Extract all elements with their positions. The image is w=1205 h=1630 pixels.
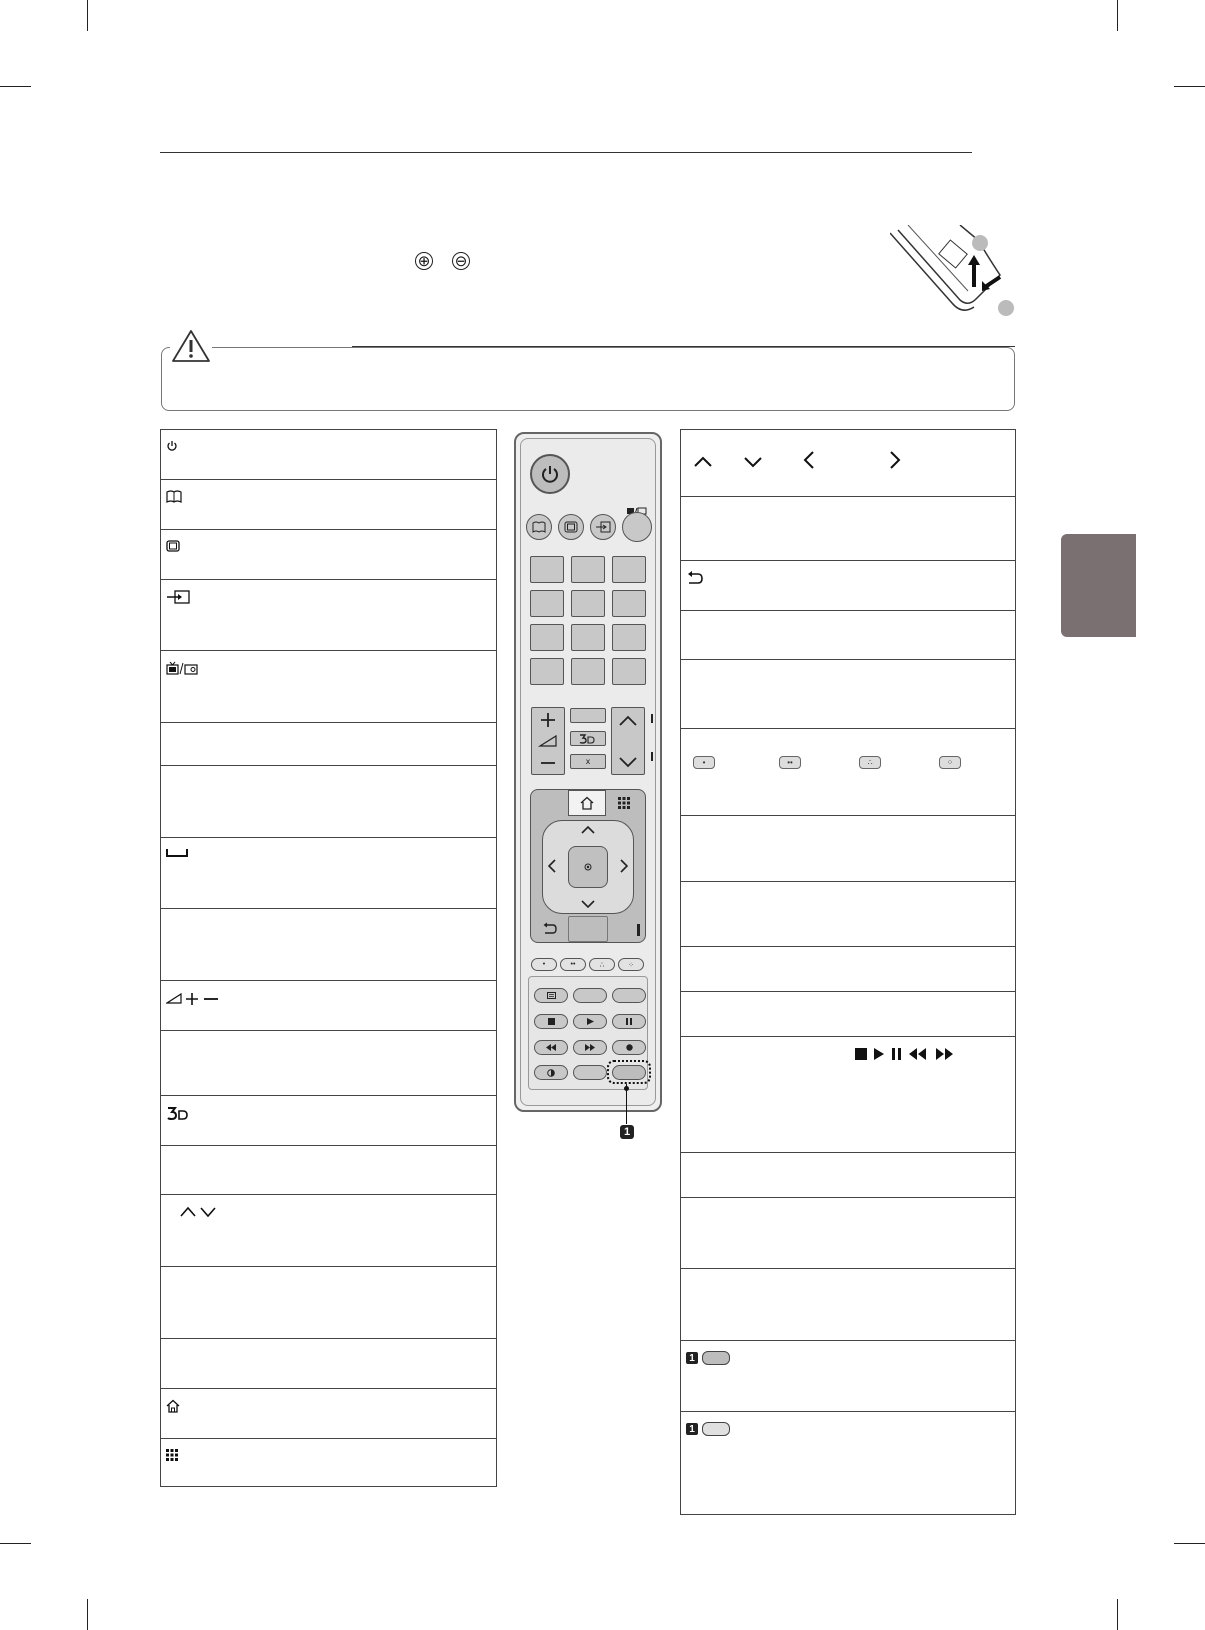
section-tab — [1061, 534, 1136, 637]
manual-book-icon — [166, 490, 182, 503]
number-key-6[interactable] — [612, 590, 646, 617]
remote-home-button[interactable] — [568, 790, 606, 816]
crop-mark — [0, 86, 31, 87]
right-button-table — [680, 429, 1016, 1515]
home-icon — [166, 1399, 180, 1413]
warning-triangle-icon — [170, 327, 212, 365]
color-buttons-icon — [693, 756, 961, 769]
number-key-2[interactable] — [571, 556, 605, 583]
table-row — [681, 660, 1015, 729]
table-row — [681, 992, 1015, 1037]
fast-forward-button[interactable] — [573, 1040, 607, 1055]
blue-button[interactable]: ⁘ — [618, 958, 644, 971]
table-row — [161, 480, 496, 530]
table-row — [161, 1389, 496, 1439]
table-row — [161, 1267, 496, 1339]
remote-input-button[interactable] — [590, 514, 616, 540]
volume-plus-minus-icon — [166, 991, 222, 1007]
table-row — [161, 1146, 496, 1195]
ratio-icon — [166, 540, 180, 552]
callout-badge: 1 — [686, 1352, 698, 1364]
table-row — [161, 1439, 496, 1488]
number-key-4[interactable] — [530, 590, 564, 617]
program-rocker[interactable] — [611, 707, 645, 775]
remote-manual-button[interactable] — [526, 514, 552, 540]
pause-button[interactable] — [612, 1014, 646, 1029]
remote-tv-radio-button[interactable] — [622, 512, 652, 542]
number-key-7[interactable] — [530, 624, 564, 651]
table-row — [681, 729, 1015, 816]
caution-box — [161, 347, 1015, 411]
number-key-0[interactable] — [571, 658, 605, 685]
tv-radio-icon — [166, 661, 198, 675]
number-key-8[interactable] — [571, 624, 605, 651]
red-button[interactable]: • — [531, 958, 557, 971]
crop-mark — [1174, 86, 1205, 87]
table-row — [681, 1198, 1015, 1269]
plus-polarity-icon: ⊕ — [415, 252, 433, 270]
record-button[interactable] — [612, 1040, 646, 1055]
list-key[interactable] — [530, 658, 564, 685]
battery-cover-illustration — [890, 225, 1015, 320]
table-row — [161, 838, 496, 909]
header-rule — [160, 152, 972, 153]
mute-button[interactable]: ⅹ — [570, 754, 606, 769]
remote-apps-button[interactable] — [614, 794, 634, 812]
table-row — [681, 1341, 1015, 1412]
red-button-icon: • — [693, 756, 715, 769]
apps-grid-icon — [166, 1449, 178, 1461]
crop-mark — [1174, 1543, 1205, 1544]
table-row — [161, 1339, 496, 1389]
crop-mark — [1117, 1599, 1118, 1630]
back-icon — [686, 571, 704, 585]
table-row — [161, 1031, 496, 1096]
t-opt-button[interactable] — [573, 988, 607, 1003]
table-row — [161, 530, 496, 580]
exit-icon — [637, 924, 640, 936]
yellow-button[interactable]: ∴ — [589, 958, 615, 971]
table-row — [681, 497, 1015, 561]
minus-polarity-icon: ⊖ — [452, 252, 470, 270]
table-row — [161, 981, 496, 1031]
table-row — [681, 1412, 1015, 1504]
table-row — [681, 1037, 1015, 1153]
table-row — [161, 1096, 496, 1146]
ad-button[interactable] — [534, 1065, 568, 1080]
table-row — [681, 611, 1015, 660]
table-row — [681, 882, 1015, 947]
play-button[interactable] — [573, 1014, 607, 1029]
caution-rule — [352, 346, 1015, 347]
green-button-icon: •• — [779, 756, 801, 769]
rewind-button[interactable] — [534, 1040, 568, 1055]
number-key-3[interactable] — [612, 556, 646, 583]
table-row — [681, 947, 1015, 992]
fav-button[interactable] — [570, 708, 606, 723]
crop-mark — [87, 1599, 88, 1630]
remote-ratio-button[interactable] — [558, 514, 584, 540]
number-key-5[interactable] — [571, 590, 605, 617]
number-key-1[interactable] — [530, 556, 564, 583]
remote-power-button[interactable] — [530, 454, 570, 494]
ok-button[interactable] — [568, 846, 608, 888]
custom-button-dark-icon — [686, 1351, 730, 1365]
table-row — [681, 816, 1015, 882]
table-row — [161, 580, 496, 651]
table-row — [161, 723, 496, 766]
number-key-9[interactable] — [612, 624, 646, 651]
crop-mark — [0, 1543, 31, 1544]
callout-dot — [624, 1086, 629, 1091]
settings-button[interactable] — [568, 916, 608, 942]
callout-badge: 1 — [686, 1423, 698, 1435]
table-row — [161, 766, 496, 838]
space-bar-icon — [166, 848, 188, 858]
table-row — [681, 430, 1015, 497]
flashbk-key[interactable] — [612, 658, 646, 685]
crop-mark — [87, 0, 88, 31]
side-indicator — [651, 714, 653, 723]
table-row — [161, 909, 496, 981]
subtitle-button[interactable] — [612, 988, 646, 1003]
remote-back-button[interactable] — [536, 918, 564, 938]
table-row — [681, 1153, 1015, 1198]
playback-controls-icon — [854, 1047, 958, 1061]
input-icon — [166, 590, 190, 604]
volume-rocker[interactable] — [531, 707, 565, 775]
navigation-arrows-icon — [693, 450, 903, 472]
custom-button-light-icon — [686, 1422, 730, 1436]
info-button[interactable] — [573, 1065, 607, 1080]
remote-control-illustration — [514, 432, 662, 1112]
stop-button[interactable] — [534, 1014, 568, 1029]
3d-icon — [166, 1106, 190, 1120]
callout-highlight — [607, 1060, 651, 1084]
remote-3d-button[interactable] — [570, 731, 606, 746]
green-button[interactable]: •• — [560, 958, 586, 971]
text-button[interactable] — [534, 988, 568, 1003]
table-row — [681, 561, 1015, 611]
table-row — [161, 651, 496, 723]
yellow-button-icon: ∴ — [859, 756, 881, 769]
table-row — [161, 1195, 496, 1267]
left-button-table — [160, 429, 497, 1487]
blue-button-icon: ⁘ — [939, 756, 961, 769]
crop-mark — [1117, 0, 1118, 31]
pill-button-icon — [702, 1351, 730, 1365]
page-up-down-icon — [179, 1205, 219, 1219]
side-indicator — [651, 752, 653, 761]
table-row — [161, 430, 496, 480]
table-row — [681, 1269, 1015, 1341]
callout-number: 1 — [620, 1125, 634, 1139]
pill-button-icon — [702, 1422, 730, 1436]
power-icon — [166, 440, 178, 452]
